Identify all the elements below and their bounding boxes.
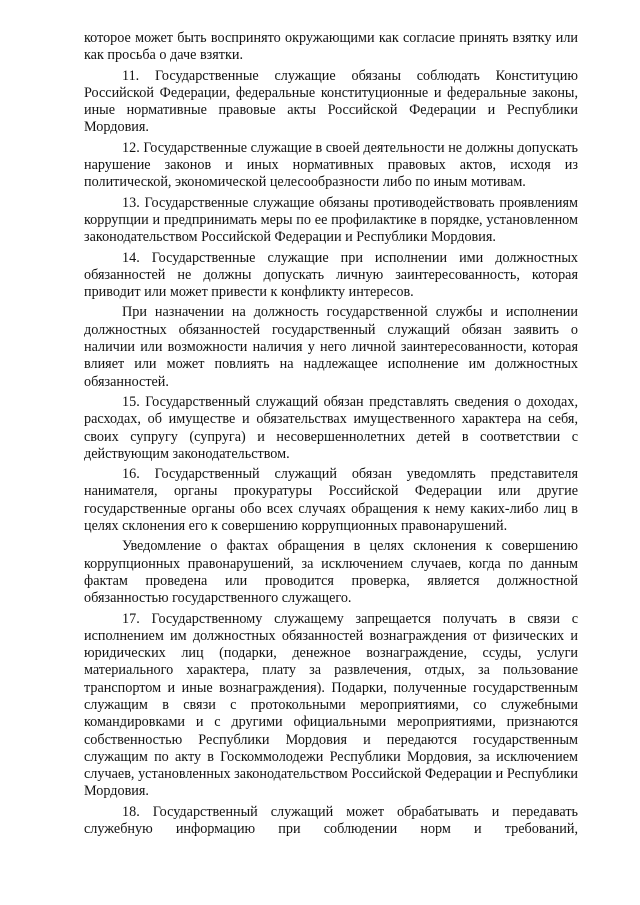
paragraph-continuation: которое может быть воспринято окружающими как согласие принять взятку или как просьба о даче взятки. — [84, 30, 578, 64]
paragraph-item-14-appointment: При назначении на должность государственной службы и исполнении должностных обязанностей государственный служащий обязан заявить о наличии или возможности наличия у него личной заинтересованности, которая влияет или может повлиять на надлежащее исполнение им должностных обязанностей. — [84, 304, 578, 390]
paragraph-item-15: 15. Государственный служащий обязан представлять сведения о доходах, расходах, об имуществе и обязательствах имущественного характера на себя, своих супругу (супруга) и несовершеннолетних детей в соответствии с действующим законодательством. — [84, 393, 578, 462]
paragraph-item-11: 11. Государственные служащие обязаны соблюдать Конституцию Российской Федерации, федеральные конституционные и федеральные законы, иные нормативные правовые акты Российской Федерации и Республики Мордовия. — [84, 67, 578, 136]
paragraph-item-18: 18. Государственный служащий может обрабатывать и передавать служебную информацию при соблюдении норм и требований, — [84, 803, 578, 838]
paragraph-item-16-notification: Уведомление о фактах обращения в целях склонения к совершению коррупционных правонарушений, за исключением случаев, когда по данным фактам проведена или проводится проверка, является должностной обязанностью государственного служащего. — [84, 538, 578, 607]
document-page — [84, 30, 578, 841]
paragraph-item-14: 14. Государственные служащие при исполнении ими должностных обязанностей не должны допускать личную заинтересованность, которая приводит или может привести к конфликту интересов. — [84, 249, 578, 301]
paragraph-item-17: 17. Государственному служащему запрещается получать в связи с исполнением им должностных обязанностей вознаграждения от физических и юридических лиц (подарки, денежное вознаграждение, ссуды, услуги материального характера, плату за развлечения, отдых, за пользование транспортом и иные вознаграждения). Подарки, полученные государственным служащим в связи с протокольными мероприятиями, со служебными командировками и с другими официальными мероприятиями, признаются собственностью Республики Мордовия и передаются государственным служащим по акту в Госкоммолодежи Республики Мордовия, за исключением случаев, установленных законодательством Российской Федерации и Республики Мордовия. — [84, 610, 578, 800]
paragraph-item-16: 16. Государственный служащий обязан уведомлять представителя нанимателя, органы прокуратуры Российской Федерации или другие государственные органы обо всех случаях обращения к нему каких-либо лиц в целях склонения его к совершению коррупционных правонарушений. — [84, 466, 578, 535]
paragraph-item-13: 13. Государственные служащие обязаны противодействовать проявлениям коррупции и предпринимать меры по ее профилактике в порядке, установленном законодательством Российской Федерации и Республики Мордовия. — [84, 194, 578, 246]
paragraph-item-12: 12. Государственные служащие в своей деятельности не должны допускать нарушение законов и иных нормативных правовых актов, исходя из политической, экономической целесообразности либо по иным мотивам. — [84, 139, 578, 191]
